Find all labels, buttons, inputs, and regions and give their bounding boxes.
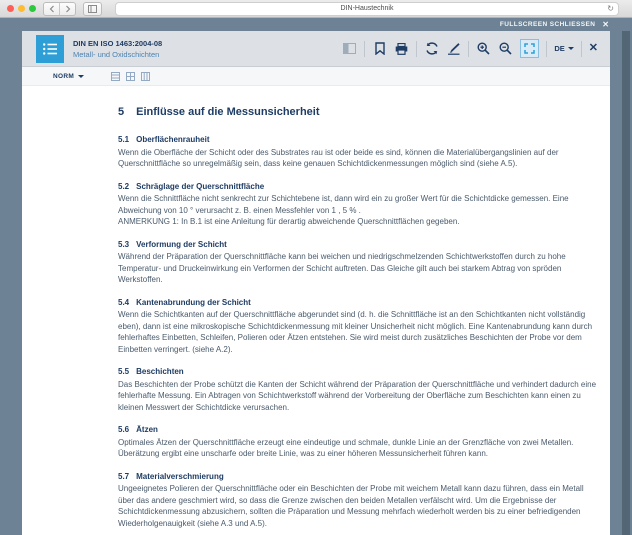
view-options-bar bbox=[22, 67, 610, 86]
layout-view-3-button[interactable] bbox=[141, 72, 150, 81]
fullscreen-close-icon[interactable]: ✕ bbox=[602, 19, 609, 29]
subsection-5-3 bbox=[118, 240, 600, 286]
document-subtitle: Metall- und Oxidschichten bbox=[73, 49, 160, 59]
subsection-number: 5.6 bbox=[118, 425, 130, 434]
subsection-number: 5.4 bbox=[118, 297, 130, 307]
doc-type-label: NORM bbox=[53, 72, 75, 80]
print-icon bbox=[395, 43, 408, 55]
print-button[interactable] bbox=[394, 41, 409, 56]
scrollbar-track[interactable] bbox=[622, 31, 630, 535]
section-heading bbox=[118, 106, 610, 118]
fullscreen-close-label[interactable]: FULLSCREEN SCHLIESSEN bbox=[499, 21, 596, 28]
language-dropdown[interactable] bbox=[554, 44, 573, 53]
doc-type-dropdown[interactable] bbox=[53, 73, 84, 80]
layout-view-1-icon bbox=[111, 72, 120, 81]
address-bar[interactable] bbox=[115, 2, 619, 16]
subsection-paragraph: Wenn die Schnittfläche nicht senkrecht zur Schichtebene ist, dann wird ein zu großer Wert für die Schichtdicke gemessen. Eine Abweichung von 10 ° verursacht z. B. einen Messfehler von 1 , 5 % . bbox=[118, 194, 569, 215]
divider bbox=[364, 41, 365, 57]
panel-toggle-icon bbox=[343, 43, 356, 54]
bookmark-button[interactable] bbox=[372, 41, 387, 56]
tab-overview-button[interactable] bbox=[83, 2, 102, 16]
panel-toggle-button[interactable] bbox=[342, 41, 357, 56]
subsection-heading bbox=[118, 182, 600, 191]
fullscreen-bar bbox=[0, 18, 632, 31]
document-header bbox=[73, 39, 162, 59]
subsection-title: Kantenabrundung der Schicht bbox=[136, 297, 251, 307]
subsection-heading bbox=[118, 298, 600, 307]
layout-view-2-icon bbox=[126, 72, 135, 81]
zoom-in-icon bbox=[477, 42, 490, 55]
subsection-paragraph: Wenn die Schichtkanten auf der Querschnittfläche abgerundet sind (d. h. die Schnittfläche ist an den Schichtkanten nicht vollständig eben), dann ist eine mikroskopische Schichtdickenmessung mit kleiner Unsicherheit nicht möglich. Eine Kantenabrundung kann durch fehlerhaftes Einbetten, Schleifen, Polieren oder Ätzen entstehen. Sie wird meist durch zusätzliches Beschichten der Probe vor dem Einbetten verringert. (siehe A.2). bbox=[118, 310, 593, 354]
subsection-5-5 bbox=[118, 367, 600, 413]
bookmark-icon bbox=[375, 42, 385, 55]
document-content bbox=[22, 86, 610, 535]
subsection-number: 5.2 bbox=[118, 181, 130, 191]
subsection-paragraph: Ungeeignetes Polieren der Querschnittfläche oder ein Beschichten der Probe mit weichem Metall kann dazu führen, dass ein Metall über das andere geschmiert wird, so dass die Grenze zwischen den beiden Metallen verfälscht wird. Um die Ergebnisse der Schichtdickenmessung abzusichern, sollten die Präparation und Messung mehrfach wiederholt werden bis zu einer befriedigenden Wiederholgenauigkeit (siehe A.3 und A.5). bbox=[118, 484, 584, 528]
subsection-5-6 bbox=[118, 425, 600, 460]
subsection-5-2 bbox=[118, 182, 600, 228]
divider bbox=[546, 41, 547, 57]
browser-chrome bbox=[0, 0, 632, 18]
close-viewer-button[interactable]: ✕ bbox=[588, 42, 598, 54]
subsection-paragraph: Das Beschichten der Probe schützt die Kanten der Schicht während der Präparation der Querschnittfläche und verhindert dadurch eine fehlerhafte Messung. Ein Abtragen von Schichtwerkstoff während der Vorbereitung der Oberfläche zum Beschichten kann einen zu kleinen Messwert der Schichtdicke verursachen. bbox=[118, 379, 597, 412]
chevron-down-icon bbox=[78, 75, 84, 78]
divider bbox=[416, 41, 417, 57]
divider bbox=[468, 41, 469, 57]
layout-view-3-icon bbox=[141, 72, 150, 81]
subsection-number: 5.7 bbox=[118, 471, 130, 481]
history-nav bbox=[43, 2, 76, 16]
zoom-out-icon bbox=[499, 42, 512, 55]
subsection-number: 5.5 bbox=[118, 367, 130, 376]
tab-overview-icon bbox=[88, 5, 97, 13]
toolbar-actions bbox=[342, 39, 610, 58]
layout-toggles bbox=[111, 72, 150, 81]
subsection-title: Schräglage der Querschnittfläche bbox=[136, 181, 265, 191]
language-label: DE bbox=[554, 44, 565, 53]
subsection-title: Oberflächenrauheit bbox=[136, 135, 210, 144]
subsection-note: ANMERKUNG 1: In B.1 ist eine Anleitung für derartig abweichende Querschnittflächen gegeben. bbox=[118, 217, 460, 226]
subsection-number: 5.3 bbox=[118, 239, 130, 249]
chevron-right-icon bbox=[65, 5, 71, 13]
zoom-in-button[interactable] bbox=[476, 41, 491, 56]
toc-button[interactable] bbox=[36, 35, 64, 63]
toc-icon bbox=[42, 42, 58, 56]
back-button[interactable] bbox=[44, 3, 59, 15]
subsection-paragraph: Optimales Ätzen der Querschnittfläche erzeugt eine eindeutige und schmale, dunkle Linie an der Grenzfläche von zwei Metallen. Überätzung ergibt eine unscharfe oder breite Linie, was zu einer höheren Messunsicherheit führen kann. bbox=[118, 437, 574, 458]
chevron-down-icon bbox=[568, 47, 574, 50]
viewer-panel bbox=[22, 31, 610, 535]
annotate-pen-button[interactable] bbox=[446, 41, 461, 56]
subsection-title: Ätzen bbox=[136, 425, 158, 434]
subsection-5-1 bbox=[118, 135, 600, 170]
zoom-out-button[interactable] bbox=[498, 41, 513, 56]
divider bbox=[581, 41, 582, 57]
window-close-button[interactable] bbox=[7, 5, 14, 12]
subsection-heading bbox=[118, 472, 600, 481]
subsection-paragraph: Während der Präparation der Querschnittfläche kann bei weichen und niedrigschmelzenden Schichtwerkstoffen durch zu hohe Temperatur- und Druckeinwirkung ein Verformen der Schicht auftreten. Das Gleiche gilt auch bei starkem Abtrag von spröden Werkstoffen. bbox=[118, 252, 566, 284]
subsection-heading bbox=[118, 135, 600, 144]
viewer-toolbar bbox=[22, 31, 610, 67]
fullscreen-icon bbox=[524, 43, 535, 54]
subsection-title: Materialverschmierung bbox=[136, 471, 224, 481]
window-zoom-button[interactable] bbox=[29, 5, 36, 12]
window-minimize-button[interactable] bbox=[18, 5, 25, 12]
subsection-5-4 bbox=[118, 298, 600, 356]
fullscreen-button[interactable] bbox=[520, 39, 539, 58]
subsection-heading bbox=[118, 240, 600, 249]
subsection-title: Beschichten bbox=[136, 367, 184, 376]
subsection-title: Verformung der Schicht bbox=[136, 239, 227, 249]
window-controls bbox=[7, 5, 36, 12]
page-title: DIN-Haustechnik bbox=[340, 5, 394, 12]
document-number: DIN EN ISO 1463:2004-08 bbox=[73, 38, 163, 48]
subsection-heading bbox=[118, 367, 600, 376]
section-number: 5 bbox=[118, 106, 125, 118]
subsection-5-7 bbox=[118, 472, 600, 530]
layout-view-1-button[interactable] bbox=[111, 72, 120, 81]
layout-view-2-button[interactable] bbox=[126, 72, 135, 81]
subsection-paragraph: Wenn die Oberfläche der Schicht oder des Substrates rau ist oder beide es sind, können die Materialübergangslinien auf der Querschnittfläche so unregelmäßig sein, dass keine genauen Schichtdickenmessungen möglich sind (siehe A.5). bbox=[118, 147, 559, 168]
compare-versions-button[interactable] bbox=[424, 41, 439, 56]
chevron-left-icon bbox=[49, 5, 55, 13]
compare-versions-icon bbox=[425, 42, 439, 55]
forward-button[interactable] bbox=[59, 3, 75, 15]
section-title: Einflüsse auf die Messunsicherheit bbox=[136, 106, 320, 118]
annotate-pen-icon bbox=[447, 43, 460, 55]
subsection-heading bbox=[118, 425, 600, 434]
subsection-number: 5.1 bbox=[118, 135, 130, 144]
reload-icon[interactable]: ↻ bbox=[607, 3, 614, 13]
